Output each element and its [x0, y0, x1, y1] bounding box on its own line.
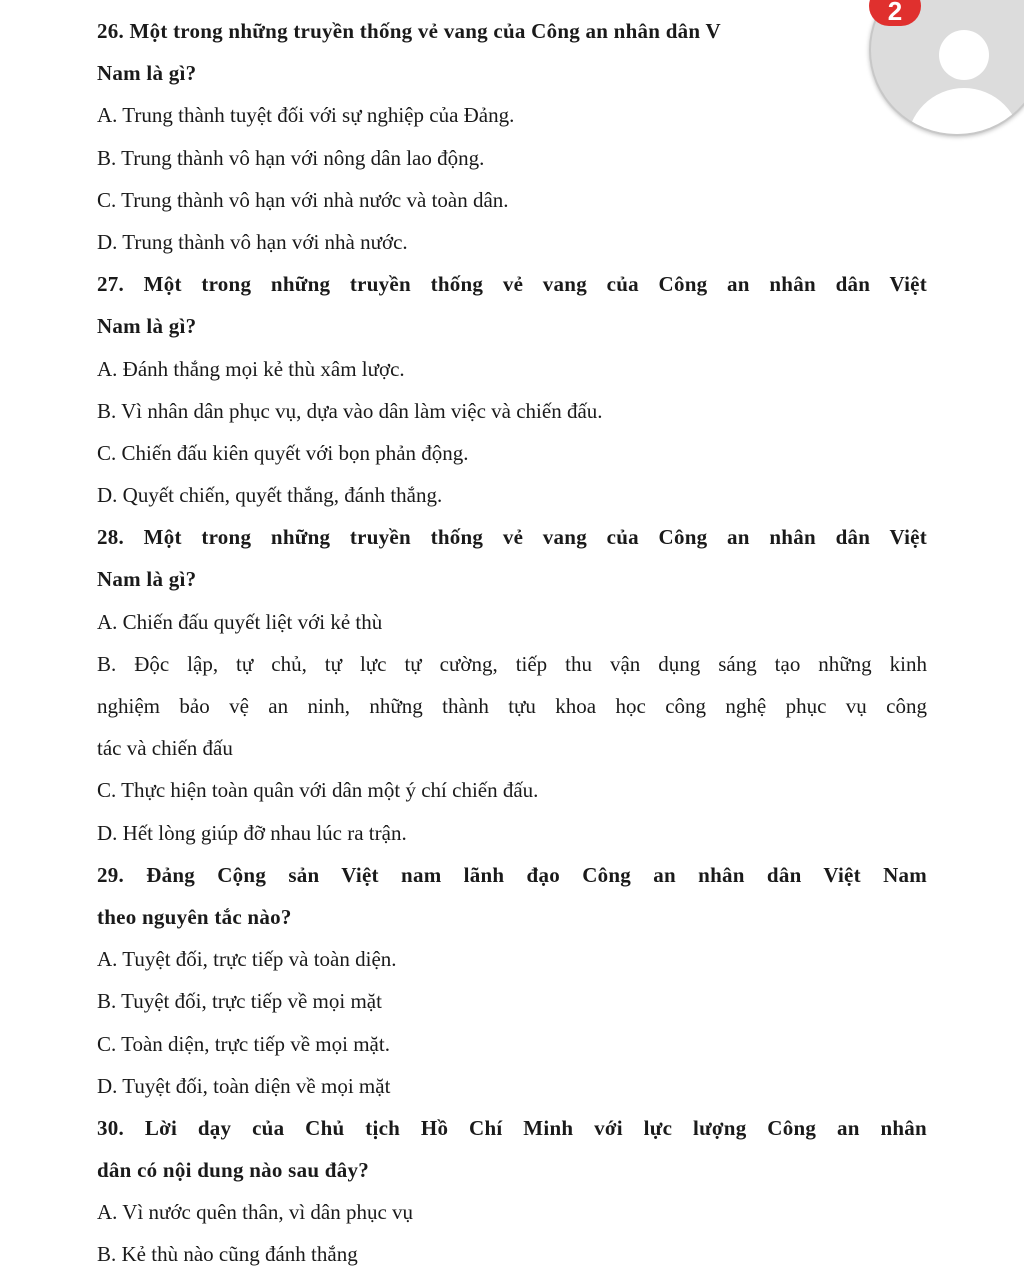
question-28-title-line-1: 28. Một trong những truyền thống vẻ vang của Công an nhân dân Việt — [97, 525, 927, 550]
question-27-option-c: C. Chiến đấu kiên quyết với bọn phản động. — [97, 440, 469, 465]
question-26-option-a: A. Trung thành tuyệt đối với sự nghiệp của Đảng. — [97, 103, 515, 128]
question-30-title-line-1: 30. Lời dạy của Chủ tịch Hồ Chí Minh với lực lượng Công an nhân — [97, 1115, 927, 1140]
quiz-document — [97, 10, 927, 1276]
question-28-option-c: C. Thực hiện toàn quân với dân một ý chí chiến đấu. — [97, 778, 539, 803]
question-30-title-line-2: dân có nội dung nào sau đây? — [97, 1158, 369, 1183]
question-29-title-line-1: 29. Đảng Cộng sản Việt nam lãnh đạo Công an nhân dân Việt Nam — [97, 862, 927, 887]
question-29-option-b: B. Tuyệt đối, trực tiếp về mọi mặt — [97, 989, 382, 1014]
question-29-option-c: C. Toàn diện, trực tiếp về mọi mặt. — [97, 1031, 390, 1056]
avatar-shoulders-shape — [907, 88, 1021, 136]
question-30-option-a: A. Vì nước quên thân, vì dân phục vụ — [97, 1200, 414, 1225]
question-27-option-a: A. Đánh thắng mọi kẻ thù xâm lược. — [97, 356, 405, 381]
question-28-option-d: D. Hết lòng giúp đỡ nhau lúc ra trận. — [97, 820, 407, 845]
question-26-option-b: B. Trung thành vô hạn với nông dân lao động. — [97, 145, 485, 170]
question-27-option-b: B. Vì nhân dân phục vụ, dựa vào dân làm việc và chiến đấu. — [97, 398, 603, 423]
question-28-title-line-2: Nam là gì? — [97, 567, 197, 592]
question-26-option-c: C. Trung thành vô hạn với nhà nước và toàn dân. — [97, 187, 509, 212]
question-27 — [97, 263, 927, 516]
question-29-option-d: D. Tuyệt đối, toàn diện về mọi mặt — [97, 1073, 391, 1098]
notification-count-badge[interactable]: 2 — [869, 0, 921, 26]
question-30-option-b: B. Kẻ thù nào cũng đánh thắng — [97, 1242, 358, 1267]
question-26-title-line-1: 26. Một trong những truyền thống vẻ vang của Công an nhân dân V — [97, 19, 721, 43]
question-29-title-line-2: theo nguyên tắc nào? — [97, 904, 292, 929]
question-28-option-b-line-2: nghiệm bảo vệ an ninh, những thành tựu khoa học công nghệ phục vụ công — [97, 694, 927, 718]
avatar-head-shape — [939, 30, 989, 80]
question-28-option-b-line-3: tác và chiến đấu — [97, 736, 233, 761]
question-28 — [97, 516, 927, 854]
question-27-title-line-2: Nam là gì? — [97, 314, 197, 339]
question-28-option-a: A. Chiến đấu quyết liệt với kẻ thù — [97, 609, 383, 634]
question-27-option-d: D. Quyết chiến, quyết thắng, đánh thắng. — [97, 483, 443, 508]
question-26 — [97, 10, 927, 263]
question-27-title-line-1: 27. Một trong những truyền thống vẻ vang của Công an nhân dân Việt — [97, 272, 927, 297]
question-30 — [97, 1107, 927, 1276]
question-28-option-b-line-1: B. Độc lập, tự chủ, tự lực tự cường, tiếp thu vận dụng sáng tạo những kinh — [97, 651, 927, 676]
question-26-title-line-2: Nam là gì? — [97, 61, 197, 86]
question-29-option-a: A. Tuyệt đối, trực tiếp và toàn diện. — [97, 947, 397, 972]
question-26-option-d: D. Trung thành vô hạn với nhà nước. — [97, 229, 408, 254]
question-29 — [97, 854, 927, 1107]
